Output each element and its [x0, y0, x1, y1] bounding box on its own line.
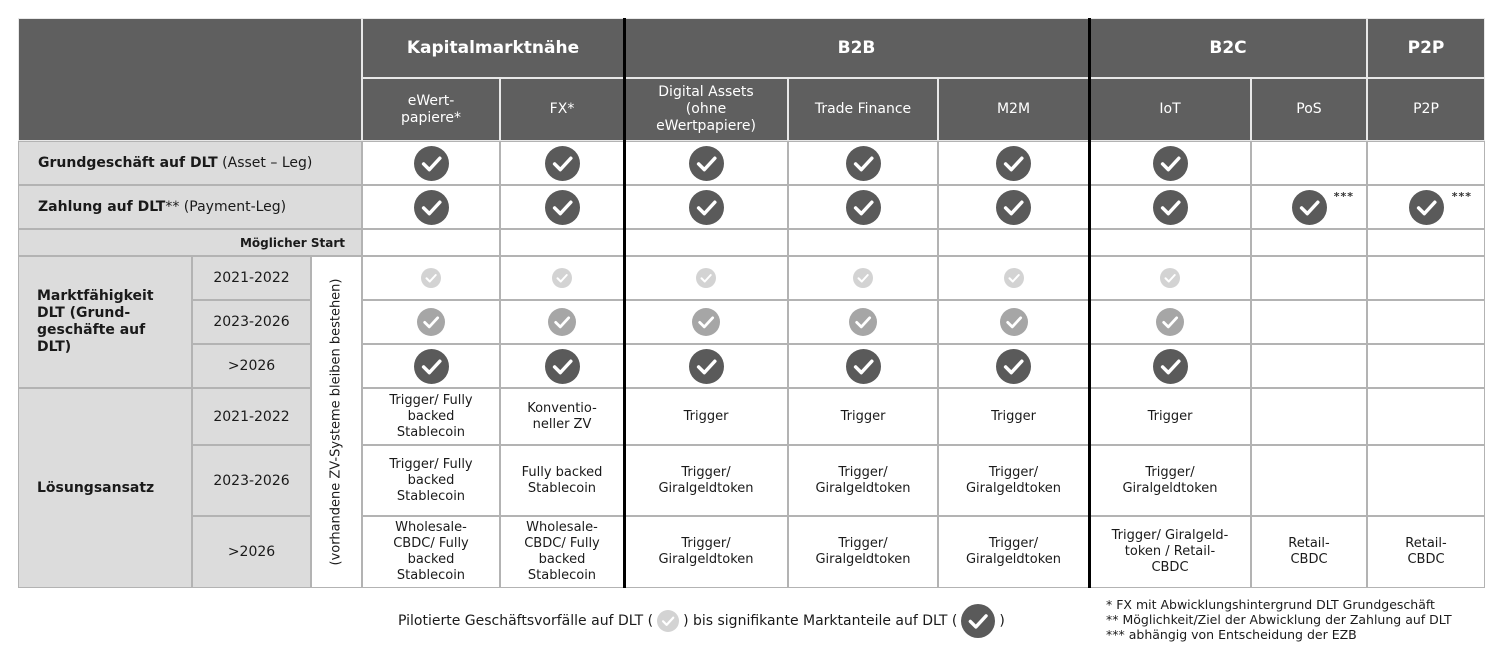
dark-check-icon — [996, 146, 1031, 181]
footnote-stars: *** — [1333, 190, 1354, 203]
solution-cell — [1089, 445, 1251, 516]
group-header-b2b: B2B — [624, 18, 1089, 78]
solution-cell — [938, 388, 1089, 445]
check-cell — [788, 256, 938, 300]
medium-check-icon — [692, 308, 720, 336]
row-label-normal: ** (Payment-Leg) — [165, 199, 287, 215]
year-label: >2026 — [192, 344, 311, 388]
year-label: 2023-2026 — [192, 445, 311, 516]
faint-check-icon — [853, 268, 873, 288]
check-cell — [938, 344, 1089, 388]
check-cell — [500, 256, 624, 300]
faint-check-icon — [1004, 268, 1024, 288]
vertical-note — [311, 256, 362, 588]
column-header — [938, 78, 1089, 141]
check-cell — [788, 185, 938, 229]
solution-text: Wholesale- CBDC/ Fully backed Stablecoin — [524, 520, 600, 583]
medium-check-icon — [548, 308, 576, 336]
empty-cell — [1251, 445, 1367, 516]
vertical-note-text: (vorhandene ZV-Systeme bleiben bestehen) — [328, 278, 344, 566]
check-cell — [788, 300, 938, 344]
group-header-p2p: P2P — [1367, 18, 1485, 78]
faint-check-icon — [653, 610, 683, 632]
solution-cell — [1251, 516, 1367, 588]
medium-check-icon — [417, 308, 445, 336]
solution-text: Trigger — [840, 408, 886, 424]
solution-cell — [788, 388, 938, 445]
legend-text-middle: ) bis signifikante Marktanteile auf DLT ( — [683, 613, 958, 629]
faint-check-icon — [696, 268, 716, 288]
empty-cell — [1367, 229, 1485, 256]
group-header-kapitalmarkt: Kapitalmarktnähe — [362, 18, 624, 78]
solution-cell — [624, 388, 788, 445]
check-cell — [362, 185, 500, 229]
check-cell — [1089, 300, 1251, 344]
year-label: 2021-2022 — [192, 388, 311, 445]
solution-text: Retail- CBDC — [1288, 536, 1330, 567]
year-label: 2021-2022 — [192, 256, 311, 300]
dark-check-icon — [1153, 349, 1188, 384]
group-separator — [1088, 18, 1091, 588]
check-cell — [1089, 185, 1251, 229]
column-header — [1251, 78, 1367, 141]
empty-cell — [1367, 344, 1485, 388]
dark-check-icon — [1292, 190, 1327, 225]
column-header-label: Digital Assets (ohne eWertpapiere) — [656, 84, 756, 134]
check-cell — [362, 256, 500, 300]
row-label-normal: (Asset – Leg) — [217, 155, 313, 171]
dark-check-icon — [689, 349, 724, 384]
marktfaehigkeit-label — [18, 256, 192, 388]
check-cell — [1367, 185, 1485, 229]
check-cell — [938, 300, 1089, 344]
legend-text-before: Pilotierte Geschäftsvorfälle auf DLT ( — [398, 613, 654, 629]
solution-cell — [362, 516, 500, 588]
solution-text: Trigger/ Giralgeldtoken — [1122, 464, 1218, 496]
footnote: *** abhängig von Entscheidung der EZB — [1106, 627, 1357, 642]
faint-check-icon — [421, 268, 441, 288]
solution-text: Retail- CBDC — [1405, 536, 1447, 567]
solution-cell — [1367, 516, 1485, 588]
solution-cell — [500, 516, 624, 588]
solution-cell — [1089, 516, 1251, 588]
faint-check-icon — [552, 268, 572, 288]
loesungsansatz-label — [18, 388, 192, 588]
empty-cell — [1367, 141, 1485, 185]
empty-cell — [624, 229, 788, 256]
empty-cell — [1251, 141, 1367, 185]
group-header-b2c: B2C — [1089, 18, 1367, 78]
empty-cell — [1089, 229, 1251, 256]
column-header — [788, 78, 938, 141]
solution-cell — [500, 445, 624, 516]
solution-text: Trigger/ Giralgeldtoken — [815, 536, 911, 567]
solution-cell — [624, 445, 788, 516]
dark-check-icon — [1153, 190, 1188, 225]
year-label: 2023-2026 — [192, 300, 311, 344]
legend — [398, 604, 1005, 638]
check-cell — [938, 256, 1089, 300]
column-header-label: P2P — [1413, 101, 1439, 117]
dark-check-icon — [846, 349, 881, 384]
check-cell — [500, 344, 624, 388]
solution-text: Trigger/ Giralgeldtoken — [965, 536, 1062, 567]
dark-check-icon — [846, 146, 881, 181]
empty-cell — [1251, 344, 1367, 388]
check-cell — [624, 344, 788, 388]
solution-text: Trigger/ Giralgeldtoken — [658, 536, 754, 567]
check-cell — [1251, 185, 1367, 229]
solution-cell — [1089, 388, 1251, 445]
marktfaehigkeit-text: Marktfähigkeit DLT (Grund- geschäfte auf DLT) — [37, 288, 154, 355]
solution-cell — [362, 388, 500, 445]
column-header — [500, 78, 624, 141]
solution-text: Trigger/ Giralgeldtoken — [658, 464, 754, 496]
column-header-label: eWert- papiere* — [401, 92, 461, 126]
group-separator — [623, 18, 626, 588]
solution-text: Trigger/ Giralgeldtoken — [815, 464, 911, 496]
row-label-grundgeschaeft — [18, 141, 362, 185]
check-cell — [362, 141, 500, 185]
check-cell — [788, 344, 938, 388]
dark-check-icon — [414, 146, 449, 181]
dark-check-icon — [846, 190, 881, 225]
faint-check-icon — [1160, 268, 1180, 288]
empty-cell — [788, 229, 938, 256]
column-header — [1367, 78, 1485, 141]
solution-cell — [938, 445, 1089, 516]
check-cell — [624, 141, 788, 185]
solution-text: Trigger — [683, 408, 729, 424]
solution-cell — [500, 388, 624, 445]
header-corner — [18, 18, 362, 141]
column-header — [362, 78, 500, 141]
empty-cell — [1367, 445, 1485, 516]
solution-text: Konventio- neller ZV — [527, 400, 597, 432]
check-cell — [624, 300, 788, 344]
dark-check-icon — [545, 146, 580, 181]
check-cell — [500, 185, 624, 229]
solution-text: Trigger/ Giralgeldtoken — [965, 464, 1062, 496]
row-label-bold: Zahlung auf DLT — [38, 199, 166, 215]
dark-check-icon — [1153, 146, 1188, 181]
check-cell — [788, 141, 938, 185]
medium-check-icon — [1156, 308, 1184, 336]
solution-text: Trigger/ Fully backed Stablecoin — [389, 392, 473, 440]
column-header-label: PoS — [1296, 101, 1322, 117]
row-label-zahlung — [18, 185, 362, 229]
medium-check-icon — [849, 308, 877, 336]
check-cell — [1089, 256, 1251, 300]
empty-cell — [1367, 388, 1485, 445]
moeglicher-start-label: Möglicher Start — [18, 229, 362, 256]
solution-cell — [788, 445, 938, 516]
check-cell — [362, 344, 500, 388]
solution-cell — [938, 516, 1089, 588]
solution-text: Fully backed Stablecoin — [521, 464, 603, 496]
footnote-stars: *** — [1451, 190, 1472, 203]
solution-cell — [362, 445, 500, 516]
check-cell — [500, 141, 624, 185]
check-cell — [938, 185, 1089, 229]
solution-text: Trigger — [1147, 408, 1193, 424]
footnotes — [1106, 597, 1452, 642]
solution-text: Trigger/ Fully backed Stablecoin — [389, 456, 473, 504]
dark-check-icon — [414, 349, 449, 384]
dark-check-icon — [957, 604, 999, 638]
dark-check-icon — [545, 190, 580, 225]
year-label: >2026 — [192, 516, 311, 588]
solution-text: Trigger — [991, 408, 1036, 424]
solution-text: Trigger/ Giralgeld- token / Retail- CBDC — [1111, 528, 1229, 575]
empty-cell — [1367, 256, 1485, 300]
legend-text-after: ) — [999, 613, 1005, 629]
dark-check-icon — [1409, 190, 1444, 225]
dark-check-icon — [545, 349, 580, 384]
check-cell — [1089, 344, 1251, 388]
empty-cell — [362, 229, 500, 256]
dark-check-icon — [996, 349, 1031, 384]
solution-cell — [788, 516, 938, 588]
dark-check-icon — [689, 190, 724, 225]
column-header — [624, 78, 788, 141]
empty-cell — [938, 229, 1089, 256]
footnote: * FX mit Abwicklungshintergrund DLT Grundgeschäft — [1106, 597, 1435, 612]
dark-check-icon — [996, 190, 1031, 225]
check-cell — [362, 300, 500, 344]
column-header — [1089, 78, 1251, 141]
empty-cell — [1367, 300, 1485, 344]
solution-text: Wholesale- CBDC/ Fully backed Stablecoin — [393, 520, 469, 583]
dark-check-icon — [414, 190, 449, 225]
check-cell — [1089, 141, 1251, 185]
loesungsansatz-text: Lösungsansatz — [37, 479, 155, 496]
footnote: ** Möglichkeit/Ziel der Abwicklung der Zahlung auf DLT — [1106, 612, 1452, 627]
check-cell — [624, 185, 788, 229]
empty-cell — [500, 229, 624, 256]
empty-cell — [1251, 300, 1367, 344]
check-cell — [938, 141, 1089, 185]
column-header-label: FX* — [549, 101, 575, 117]
column-header-label: IoT — [1159, 101, 1181, 117]
dark-check-icon — [689, 146, 724, 181]
empty-cell — [1251, 229, 1367, 256]
solution-cell — [624, 516, 788, 588]
check-cell — [624, 256, 788, 300]
column-header-label: M2M — [996, 101, 1031, 117]
empty-cell — [1251, 388, 1367, 445]
comparison-table — [18, 18, 1485, 588]
column-header-label: Trade Finance — [814, 101, 912, 117]
medium-check-icon — [1000, 308, 1028, 336]
empty-cell — [1251, 256, 1367, 300]
check-cell — [500, 300, 624, 344]
row-label-bold: Grundgeschäft auf DLT — [38, 155, 218, 171]
